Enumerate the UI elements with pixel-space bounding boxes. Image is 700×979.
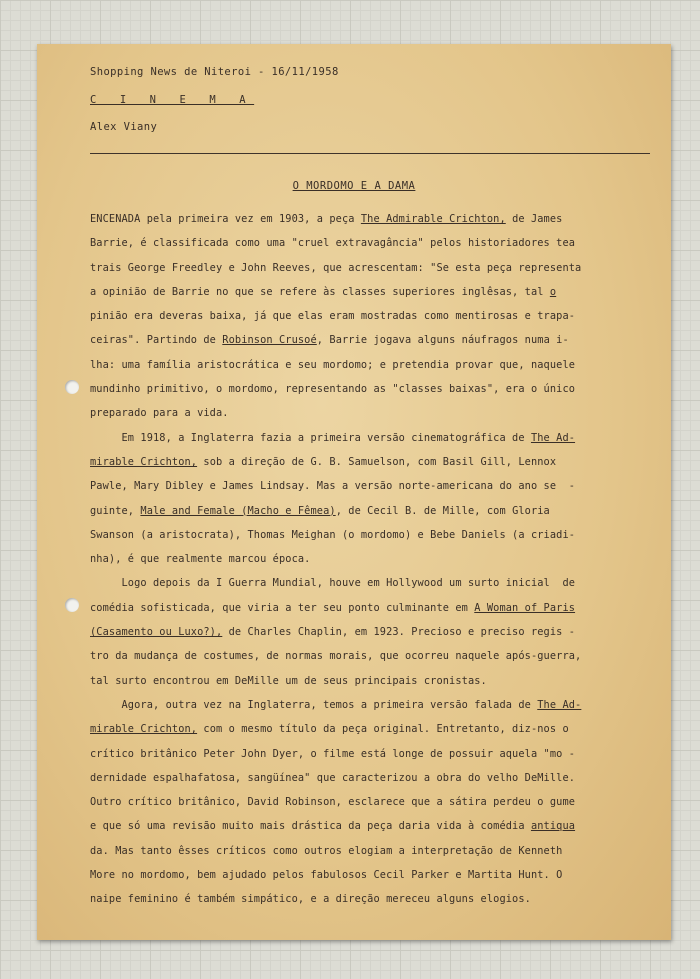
text-run: Agora, outra vez na Inglaterra, temos a primeira versão falada de <box>90 698 538 711</box>
text-line <box>90 256 655 280</box>
text-run: Em 1918, a Inglaterra fazia a primeira versão cinematográfica de <box>90 431 531 444</box>
text-run: dernidade espalhafatosa, sangüínea" que caracterizou a obra do velho DeMille. <box>90 771 576 784</box>
underlined-title: mirable Crichton, <box>90 723 198 736</box>
text-line <box>90 717 655 741</box>
text-line <box>90 547 655 571</box>
text-run: da. Mas tanto êsses críticos como outros elogiam a interpretação de Kenneth <box>90 844 563 857</box>
text-line <box>90 814 655 838</box>
underlined-title: The Ad- <box>537 698 582 711</box>
article-body <box>90 207 655 912</box>
text-run: ceiras". Partindo de <box>90 334 223 347</box>
text-run: pinião era deveras baixa, já que elas eram mostradas como mentirosas e trapa- <box>90 310 576 323</box>
text-line <box>90 839 655 863</box>
text-run: , Barrie jogava alguns náufragos numa i- <box>316 334 569 347</box>
text-run: ENCENADA pela primeira vez em 1903, a peça <box>90 213 361 225</box>
text-line <box>90 280 655 304</box>
underlined-title: Robinson Crusoé <box>222 334 317 347</box>
text-line <box>90 377 655 401</box>
text-run: de James <box>505 213 563 225</box>
underlined-title: o <box>549 285 557 298</box>
text-run: tal surto encontrou em DeMille um de seus principais cronistas. <box>90 674 487 687</box>
text-run: guinte, <box>90 504 141 517</box>
text-line <box>90 571 655 595</box>
text-run: Logo depois da I Guerra Mundial, houve em Hollywood um surto inicial de <box>90 577 576 590</box>
text-run: nha), é que realmente marcou época. <box>90 553 311 566</box>
underlined-title: (Casamento ou Luxo?), <box>90 626 223 639</box>
text-line <box>90 669 655 693</box>
text-line <box>90 207 655 231</box>
separator-rule <box>90 153 650 154</box>
text-line <box>90 353 655 377</box>
text-run: mundinho primitivo, o mordomo, representando as "classes baixas", era o único <box>90 383 576 396</box>
text-run: sob a direção de G. B. Samuelson, com Basil Gill, Lennox <box>197 455 557 468</box>
text-run: crítico britânico Peter John Dyer, o filme está longe de possuir aquela "mo - <box>90 747 576 760</box>
text-line <box>90 231 655 255</box>
text-line <box>90 644 655 668</box>
text-run: , de Cecil B. de Mille, com Gloria <box>335 504 550 517</box>
text-line <box>90 766 655 790</box>
text-line <box>90 790 655 814</box>
underlined-title: The Admirable Crichton, <box>360 213 506 225</box>
punch-hole <box>65 598 79 612</box>
text-line <box>90 426 655 450</box>
text-run: Pawle, Mary Dibley e James Lindsay. Mas a versão norte-americana do ano se - <box>90 480 576 493</box>
text-run: trais George Freedley e John Reeves, que acrescentam: "Se esta peça representa <box>90 261 582 274</box>
text-line <box>90 304 655 328</box>
text-run: Outro crítico britânico, David Robinson, esclarece que a sátira perdeu o gume <box>90 796 576 809</box>
text-run: lha: uma família aristocrática e seu mordomo; e pretendia provar que, naquele <box>90 358 576 371</box>
underlined-title: antiqua <box>530 820 576 833</box>
text-run: More no mordomo, bem ajudado pelos fabulosos Cecil Parker e Martita Hunt. O <box>90 869 563 882</box>
text-line <box>90 474 655 498</box>
source-line: Shopping News de Niteroi - 16/11/1958 <box>90 66 339 78</box>
section-heading: C I N E M A <box>90 94 255 106</box>
text-line <box>90 887 655 911</box>
article-title: O MORDOMO E A DAMA <box>292 180 416 192</box>
text-run: comédia sofisticada, que viria a ter seu ponto culminante em <box>90 601 475 614</box>
author-name: Alex Viany <box>90 121 158 133</box>
text-line <box>90 450 655 474</box>
text-run: tro da mudança de costumes, de normas morais, que ocorreu naquele após-guerra, <box>90 650 582 663</box>
text-run: e que só uma revisão muito mais drástica da peça daria vida à comédia <box>90 820 531 833</box>
text-line <box>90 620 655 644</box>
text-run: naipe feminino é também simpático, e a direção mereceu alguns elogios. <box>90 893 531 906</box>
text-run: Barrie, é classificada como uma "cruel extravagância" pelos historiadores tea <box>90 237 576 250</box>
text-line <box>90 401 655 425</box>
underlined-title: A Woman of Paris <box>474 601 576 614</box>
text-line <box>90 596 655 620</box>
text-line <box>90 328 655 352</box>
text-line <box>90 742 655 766</box>
text-line <box>90 523 655 547</box>
underlined-title: mirable Crichton, <box>90 455 198 468</box>
text-run: com o mesmo título da peça original. Entretanto, diz-nos o <box>197 723 569 736</box>
text-line <box>90 863 655 887</box>
text-run: preparado para a vida. <box>90 407 229 420</box>
text-run: de Charles Chaplin, em 1923. Precioso e preciso regis - <box>222 626 576 639</box>
text-run: a opinião de Barrie no que se refere às classes superiores inglêsas, tal <box>90 285 550 298</box>
text-line <box>90 499 655 523</box>
text-line <box>90 693 655 717</box>
punch-hole <box>65 380 79 394</box>
text-run: Swanson (a aristocrata), Thomas Meighan (o mordomo) e Bebe Daniels (a criadi- <box>90 528 576 541</box>
underlined-title: The Ad- <box>530 431 576 444</box>
typewritten-page <box>37 44 671 940</box>
underlined-title: Male and Female (Macho e Fêmea) <box>140 504 336 517</box>
